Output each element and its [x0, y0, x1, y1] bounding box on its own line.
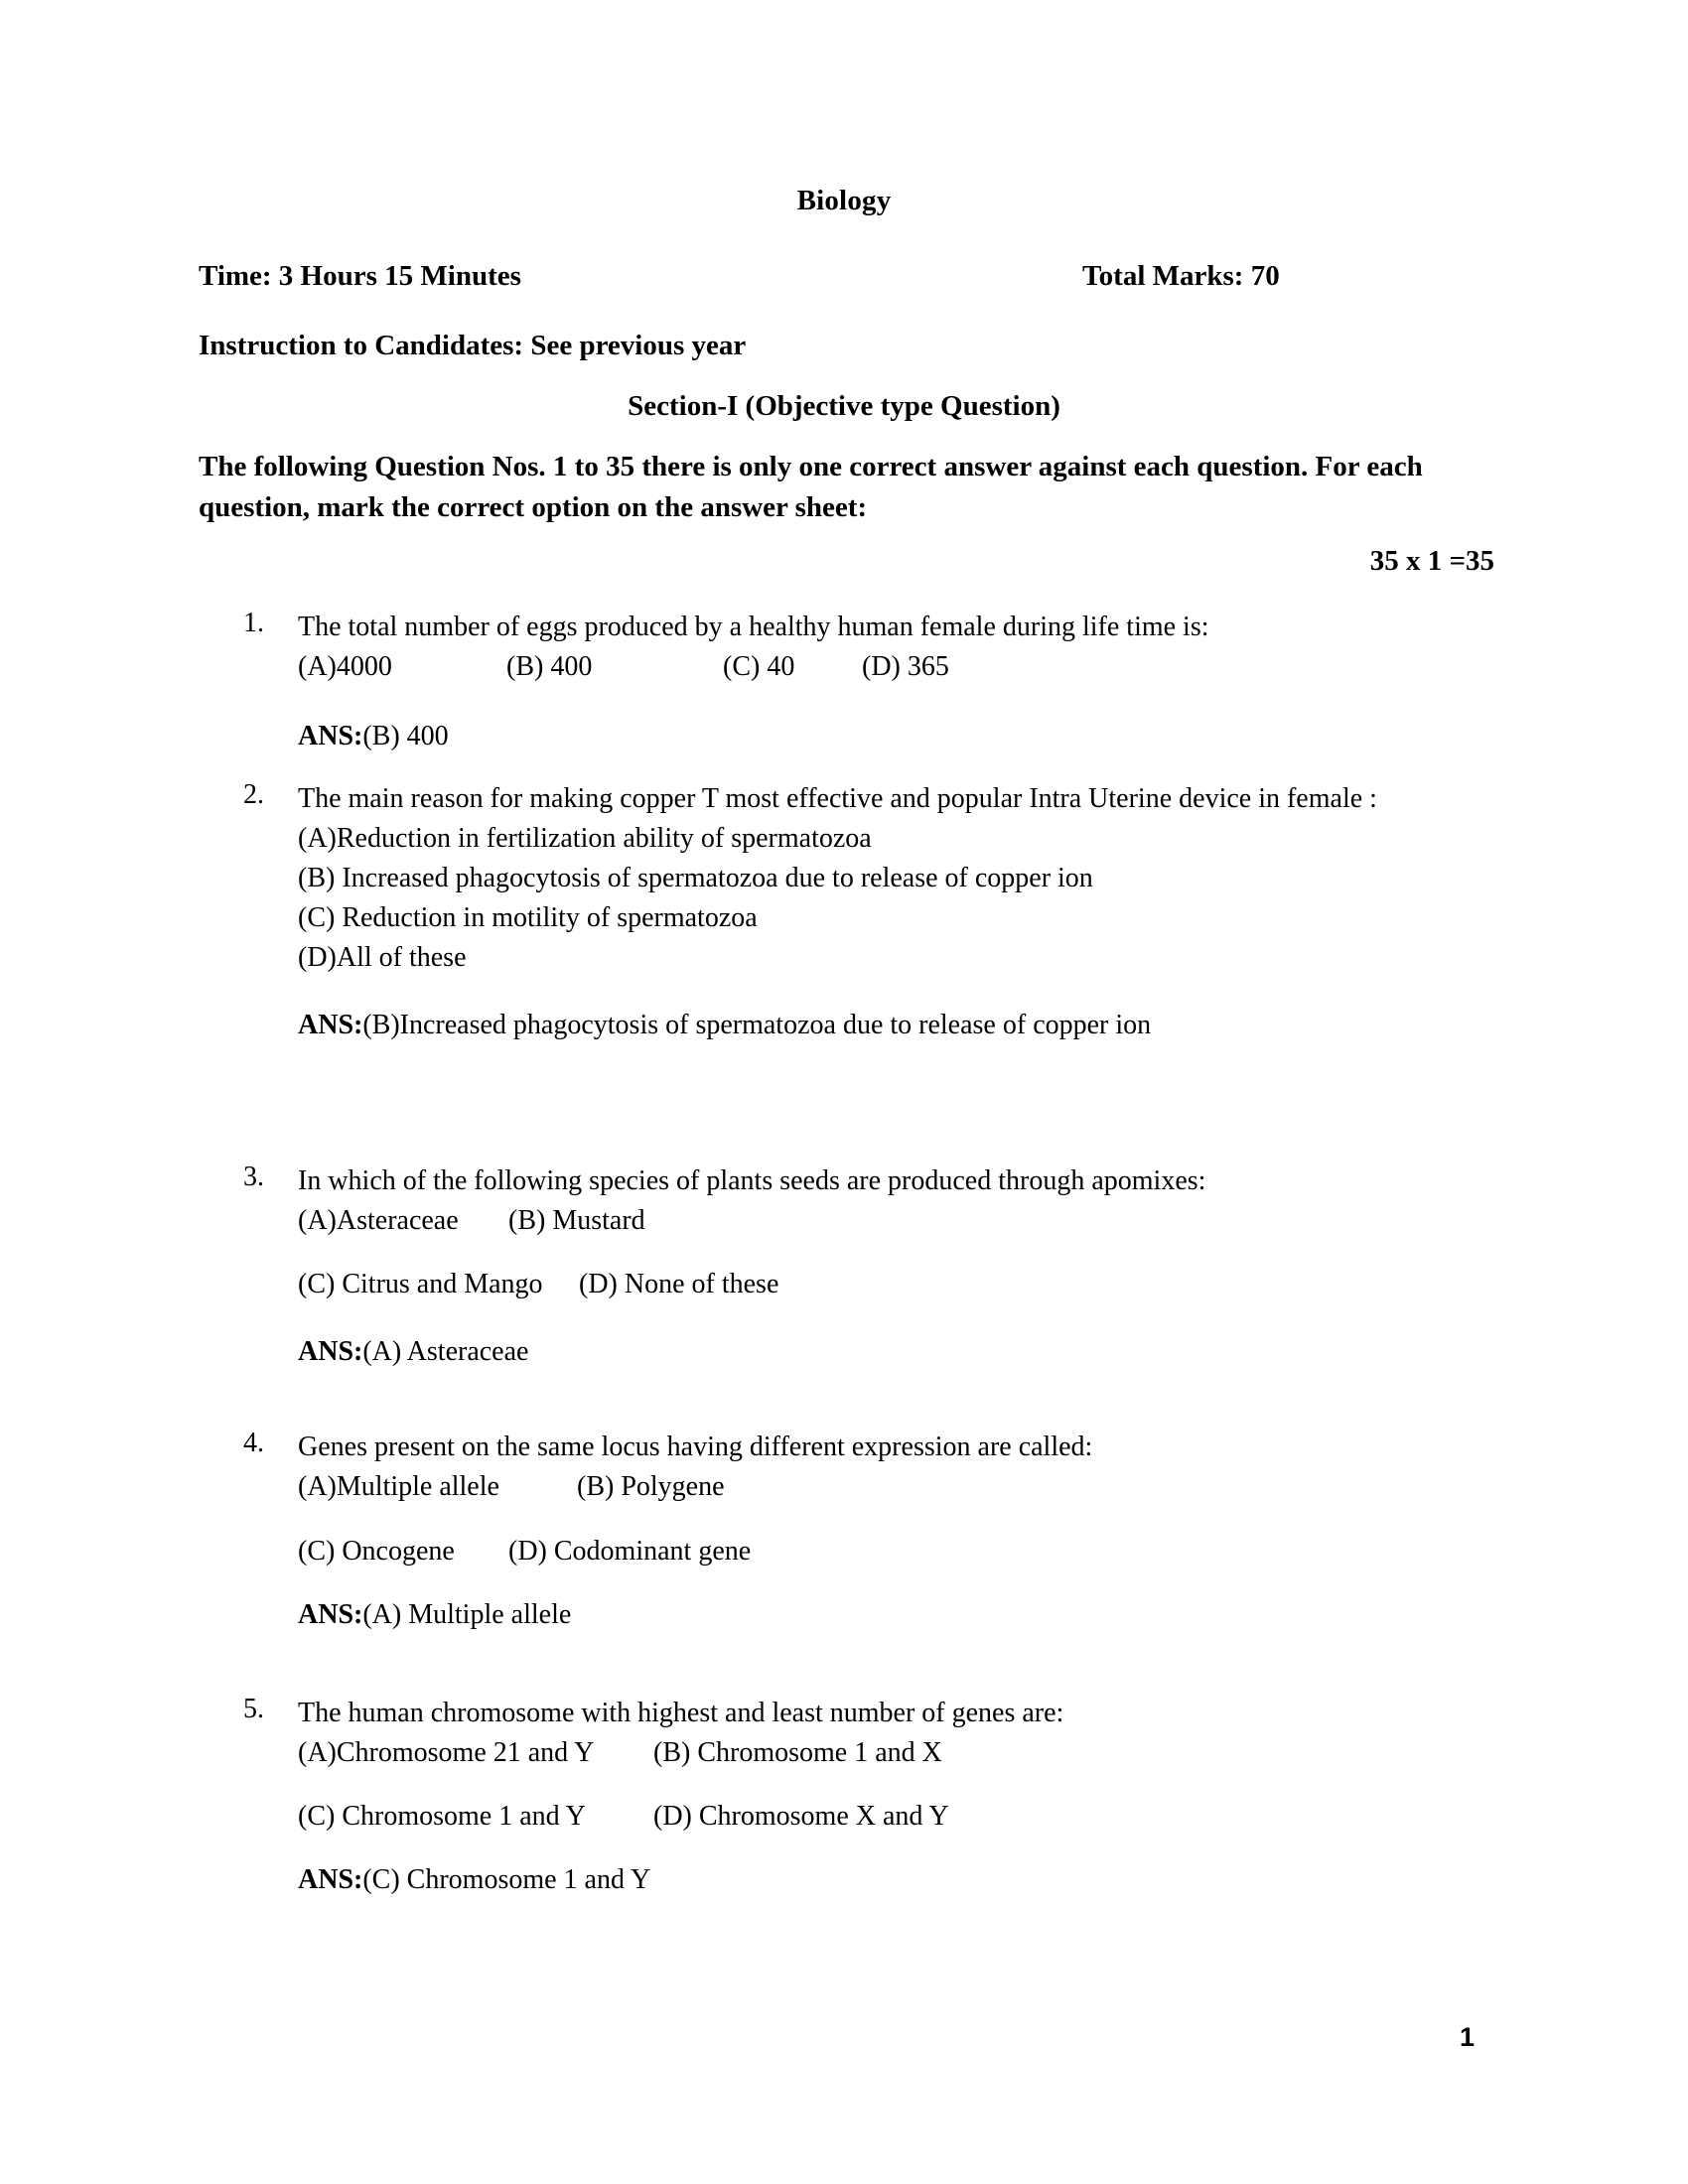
option-d[interactable]	[508, 1532, 751, 1571]
option-d-text: None of these	[617, 1269, 779, 1299]
option-b-text: Chromosome 1 and X	[690, 1737, 942, 1768]
option-d-label: (D)	[508, 1536, 547, 1567]
instruction-to-candidates: Instruction to Candidates: See previous year	[199, 330, 747, 361]
option-b-label: (B)	[298, 863, 336, 893]
option-c[interactable]	[298, 1265, 543, 1304]
option-b-text: Polygene	[614, 1471, 725, 1502]
question-stem: The main reason for making copper T most effective and popular Intra Uterine device in female :	[298, 783, 1377, 814]
option-d[interactable]	[862, 647, 949, 687]
option-b-label: (B)	[653, 1737, 691, 1768]
option-c[interactable]	[298, 1797, 586, 1837]
option-d[interactable]	[579, 1265, 778, 1304]
option-a-label: (A)	[298, 1737, 337, 1768]
option-row-bottom	[298, 1797, 1489, 1837]
option-b-label: (B)	[506, 651, 544, 682]
option-a-label: (A)	[298, 1205, 337, 1236]
question-body	[298, 1428, 1489, 1635]
time-label: Time: 3 Hours 15 Minutes	[199, 260, 521, 292]
option-c[interactable]	[298, 1532, 455, 1571]
answer-prefix: ANS:	[298, 1010, 363, 1040]
option-c-text: Chromosome 1 and Y	[335, 1801, 586, 1832]
option-a[interactable]	[298, 1201, 459, 1241]
exam-meta-line	[199, 260, 1509, 293]
answer-prefix: ANS:	[298, 1864, 363, 1895]
option-a-label: (A)	[298, 1471, 337, 1502]
option-a-text: Chromosome 21 and Y	[336, 1737, 595, 1768]
question-item-5	[243, 1694, 1489, 1900]
option-d-text: Codominant gene	[546, 1536, 752, 1567]
question-body	[298, 779, 1489, 1045]
section-heading-label: Section-I	[628, 390, 739, 422]
question-stem: Genes present on the same locus having different expression are called:	[298, 1432, 1093, 1462]
question-body	[298, 1694, 1489, 1900]
option-row-top	[298, 1467, 1489, 1507]
option-b-label: (B)	[577, 1471, 615, 1502]
option-b[interactable]	[577, 1467, 725, 1507]
question-number: 5.	[243, 1694, 264, 1724]
page-title: Biology	[796, 185, 892, 216]
answer-text: (B) 400	[362, 721, 449, 751]
question-item-2	[243, 779, 1489, 1045]
option-d-label: (D)	[653, 1801, 692, 1832]
option-d-text: All of these	[336, 942, 467, 973]
option-b-text: Mustard	[545, 1205, 645, 1236]
option-d-text: 365	[900, 651, 949, 682]
section-heading-subtitle: (Objective type Question)	[738, 390, 1060, 422]
option-a[interactable]	[298, 819, 1489, 859]
section-heading	[199, 390, 1489, 423]
question-number: 1.	[243, 608, 264, 638]
option-d[interactable]	[298, 938, 1489, 978]
option-c-label: (C)	[723, 651, 761, 682]
option-b-text: 400	[543, 651, 593, 682]
answer-prefix: ANS:	[298, 721, 363, 751]
answer-line	[298, 1860, 1489, 1900]
option-c-text: Oncogene	[335, 1536, 455, 1567]
option-c-text: 40	[760, 651, 795, 682]
answer-text: (B)Increased phagocytosis of spermatozoa due to release of copper ion	[362, 1010, 1152, 1040]
option-b[interactable]	[506, 647, 592, 687]
answer-text: (A) Multiple allele	[362, 1599, 572, 1630]
option-d-text: Chromosome X and Y	[691, 1801, 949, 1832]
option-stack	[298, 819, 1489, 978]
option-b[interactable]	[653, 1733, 942, 1773]
question-number: 4.	[243, 1428, 264, 1458]
option-a[interactable]	[298, 647, 392, 687]
question-item-4	[243, 1428, 1489, 1635]
answer-text: (C) Chromosome 1 and Y	[362, 1864, 651, 1895]
answer-prefix: ANS:	[298, 1599, 363, 1630]
option-a-text: 4000	[336, 651, 392, 682]
option-b-label: (B)	[508, 1205, 546, 1236]
option-a-text: Reduction in fertilization ability of spermatozoa	[336, 823, 872, 854]
option-a[interactable]	[298, 1467, 499, 1507]
option-d[interactable]	[653, 1797, 949, 1837]
option-a-text: Multiple allele	[336, 1471, 499, 1502]
option-row-bottom	[298, 1265, 1489, 1304]
option-a-label: (A)	[298, 823, 337, 854]
option-d-label: (D)	[579, 1269, 618, 1299]
option-a[interactable]	[298, 1733, 594, 1773]
question-number: 2.	[243, 779, 264, 810]
option-d-label: (D)	[298, 942, 337, 973]
option-b-text: Increased phagocytosis of spermatozoa due to release of copper ion	[335, 863, 1093, 893]
answer-text: (A) Asteraceae	[362, 1336, 529, 1367]
option-c[interactable]	[723, 647, 794, 687]
option-c-label: (C)	[298, 1801, 336, 1832]
option-b[interactable]	[298, 859, 1489, 898]
question-body	[298, 1161, 1489, 1372]
option-b[interactable]	[508, 1201, 645, 1241]
option-c-text: Reduction in motility of spermatozoa	[335, 902, 758, 933]
question-body	[298, 608, 1489, 756]
question-stem: The human chromosome with highest and least number of genes are:	[298, 1698, 1064, 1728]
option-c-text: Citrus and Mango	[335, 1269, 543, 1299]
answer-prefix: ANS:	[298, 1336, 363, 1367]
option-c-label: (C)	[298, 902, 336, 933]
total-marks-label: Total Marks: 70	[1082, 260, 1280, 292]
question-stem: In which of the following species of plants seeds are produced through apomixes:	[298, 1165, 1206, 1196]
option-a-text: Asteraceae	[336, 1205, 459, 1236]
option-row	[298, 647, 1489, 687]
option-row-top	[298, 1201, 1489, 1241]
answer-line	[298, 1595, 1489, 1635]
option-c-label: (C)	[298, 1536, 336, 1567]
option-a-label: (A)	[298, 651, 337, 682]
marks-calculation: 35 x 1 =35	[1369, 545, 1494, 577]
question-stem: The total number of eggs produced by a healthy human female during life time is:	[298, 612, 1209, 642]
option-row-top	[298, 1733, 1489, 1773]
question-item-3	[243, 1161, 1489, 1372]
answer-line	[298, 717, 1489, 756]
option-c-label: (C)	[298, 1269, 336, 1299]
directions-paragraph: The following Question Nos. 1 to 35 there is only one correct answer against each question. For each question, mark the correct option on the answer sheet:	[199, 451, 1423, 523]
answer-line	[298, 1006, 1489, 1045]
question-item-1	[243, 608, 1489, 756]
option-row-bottom	[298, 1532, 1489, 1571]
answer-line	[298, 1332, 1489, 1372]
page-number: 1	[1460, 2022, 1476, 2052]
option-d-label: (D)	[862, 651, 901, 682]
question-number: 3.	[243, 1161, 264, 1192]
option-c[interactable]	[298, 898, 1489, 938]
